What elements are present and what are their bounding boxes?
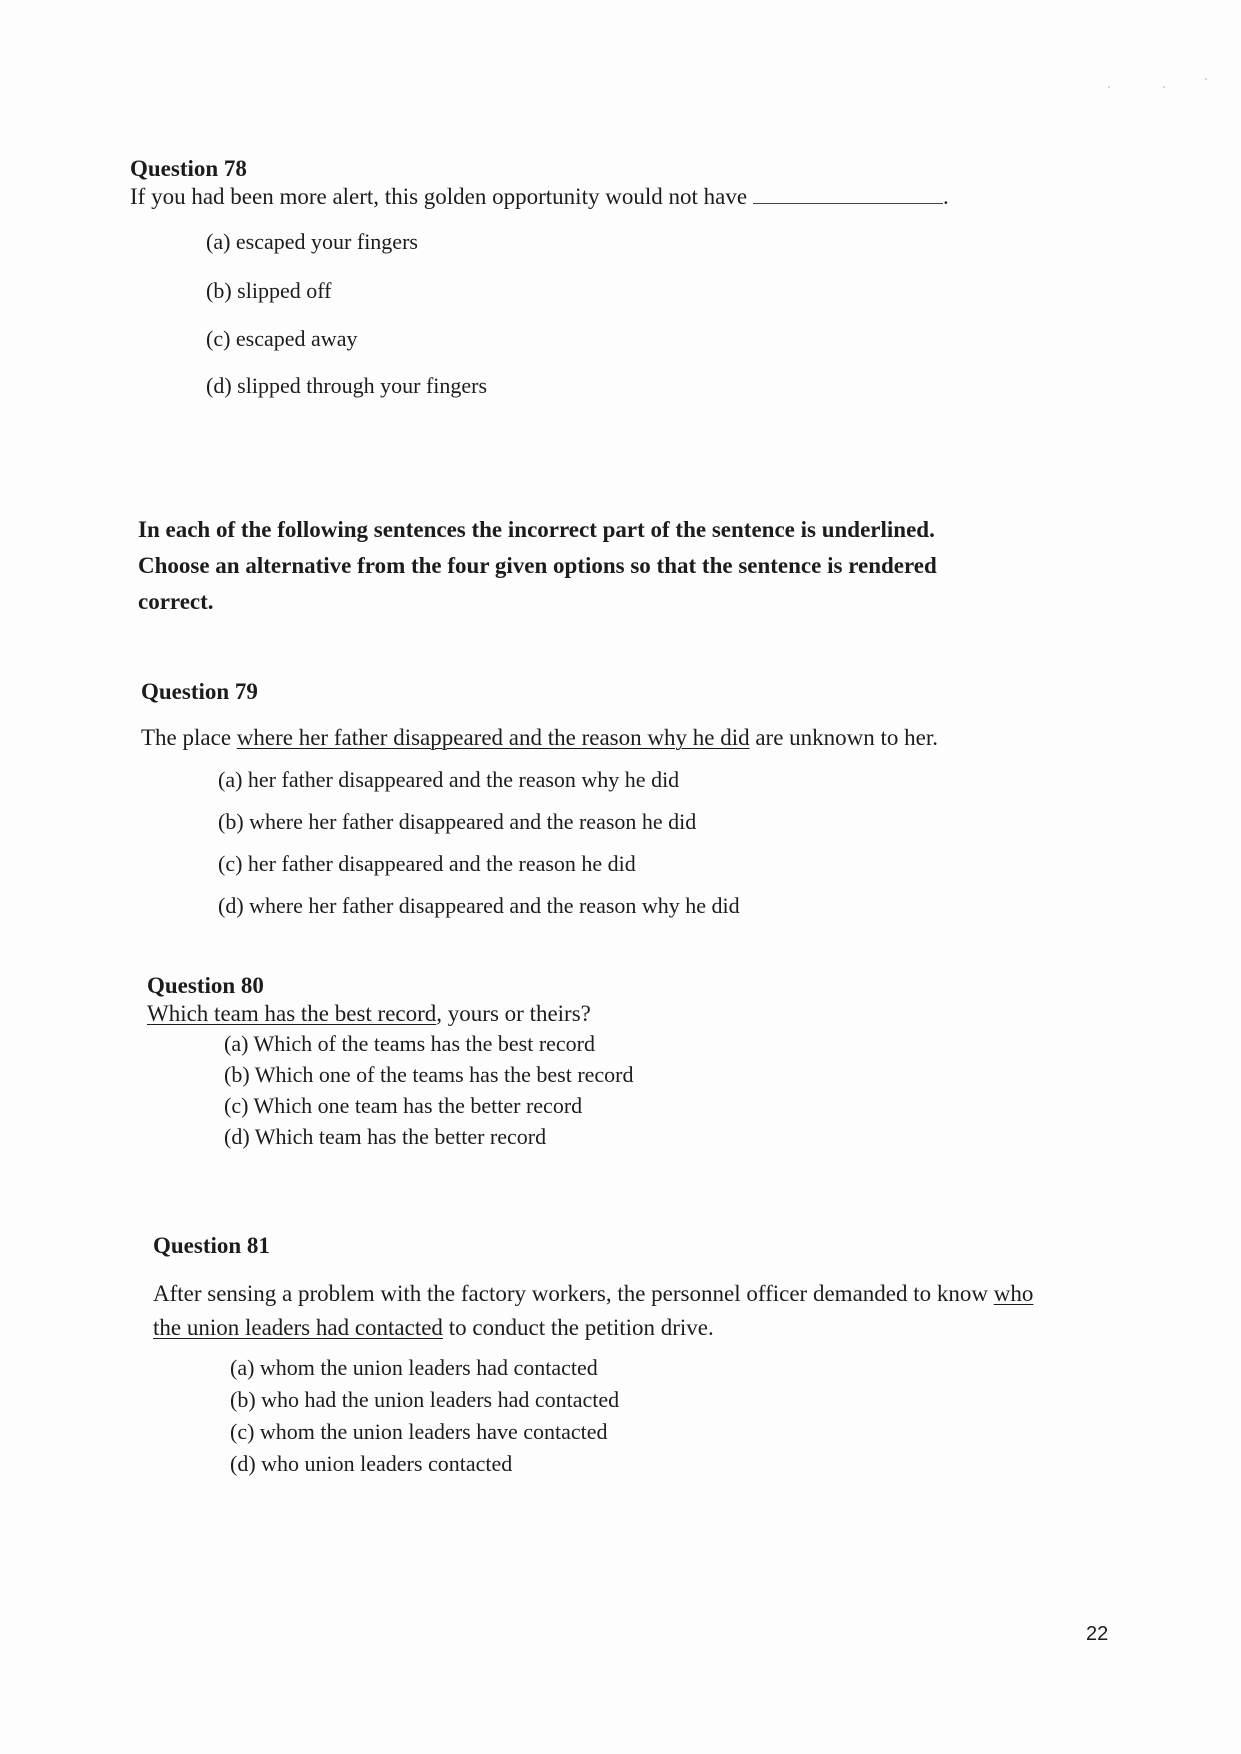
scan-speck bbox=[1205, 78, 1207, 80]
question-78 bbox=[130, 155, 1130, 211]
question-stem-line-2 bbox=[153, 1314, 1153, 1342]
option-d[interactable]: (d) Which team has the better record bbox=[224, 1124, 547, 1149]
section-instructions bbox=[138, 512, 1138, 620]
question-title: Question 80 bbox=[147, 973, 264, 998]
option-a[interactable]: (a) escaped your fingers bbox=[206, 229, 418, 254]
option-d[interactable]: (d) slipped through your fingers bbox=[206, 373, 488, 398]
instructions-line-2: Choose an alternative from the four given options so that the sentence is rendered bbox=[138, 553, 937, 578]
instructions-line-1: In each of the following sentences the incorrect part of the sentence is underlined. bbox=[138, 517, 935, 542]
question-79 bbox=[141, 678, 1141, 752]
stem-text: If you had been more alert, this golden opportunity would not have bbox=[130, 184, 748, 209]
option-c[interactable]: (c) escaped away bbox=[206, 326, 358, 351]
question-stem-line-1 bbox=[153, 1280, 1153, 1308]
option-b[interactable]: (b) slipped off bbox=[206, 278, 332, 303]
option-b[interactable]: (b) Which one of the teams has the best record bbox=[224, 1062, 634, 1087]
underlined-part: the union leaders had contacted bbox=[153, 1315, 443, 1340]
underlined-part: where her father disappeared and the reason why he did bbox=[236, 725, 750, 750]
scan-speck bbox=[1163, 86, 1165, 88]
option-c[interactable]: (c) Which one team has the better record bbox=[224, 1093, 583, 1118]
question-stem bbox=[141, 724, 1141, 752]
stem-text: , yours or theirs? bbox=[436, 1001, 591, 1026]
option-a[interactable]: (a) her father disappeared and the reason why he did bbox=[218, 767, 680, 792]
option-b[interactable]: (b) where her father disappeared and the reason he did bbox=[218, 809, 697, 834]
option-a[interactable]: (a) whom the union leaders had contacted bbox=[230, 1355, 598, 1380]
question-title: Question 81 bbox=[153, 1233, 270, 1258]
option-c[interactable]: (c) her father disappeared and the reason he did bbox=[218, 851, 636, 876]
underlined-part: who bbox=[993, 1281, 1034, 1306]
page-number: 22 bbox=[1086, 1623, 1109, 1645]
question-80 bbox=[147, 972, 1147, 1028]
question-stem bbox=[130, 183, 1130, 211]
question-stem bbox=[147, 1000, 1147, 1028]
stem-text: to conduct the petition drive. bbox=[442, 1315, 714, 1340]
option-c[interactable]: (c) whom the union leaders have contacted bbox=[230, 1419, 608, 1444]
option-d[interactable]: (d) where her father disappeared and the reason why he did bbox=[218, 893, 740, 918]
scan-speck bbox=[1108, 86, 1110, 88]
stem-end: . bbox=[943, 184, 949, 209]
stem-text: After sensing a problem with the factory workers, the personnel officer demanded to know bbox=[153, 1281, 994, 1306]
stem-text: The place bbox=[141, 725, 237, 750]
underlined-part: Which team has the best record bbox=[147, 1001, 437, 1026]
answer-blank bbox=[753, 202, 943, 204]
instructions-line-3: correct. bbox=[138, 589, 214, 614]
option-a[interactable]: (a) Which of the teams has the best record bbox=[224, 1031, 596, 1056]
option-b[interactable]: (b) who had the union leaders had contacted bbox=[230, 1387, 620, 1412]
question-81 bbox=[153, 1232, 1153, 1342]
question-title: Question 78 bbox=[130, 156, 247, 181]
option-d[interactable]: (d) who union leaders contacted bbox=[230, 1451, 513, 1476]
question-title: Question 79 bbox=[141, 679, 258, 704]
stem-text: are unknown to her. bbox=[749, 725, 939, 750]
